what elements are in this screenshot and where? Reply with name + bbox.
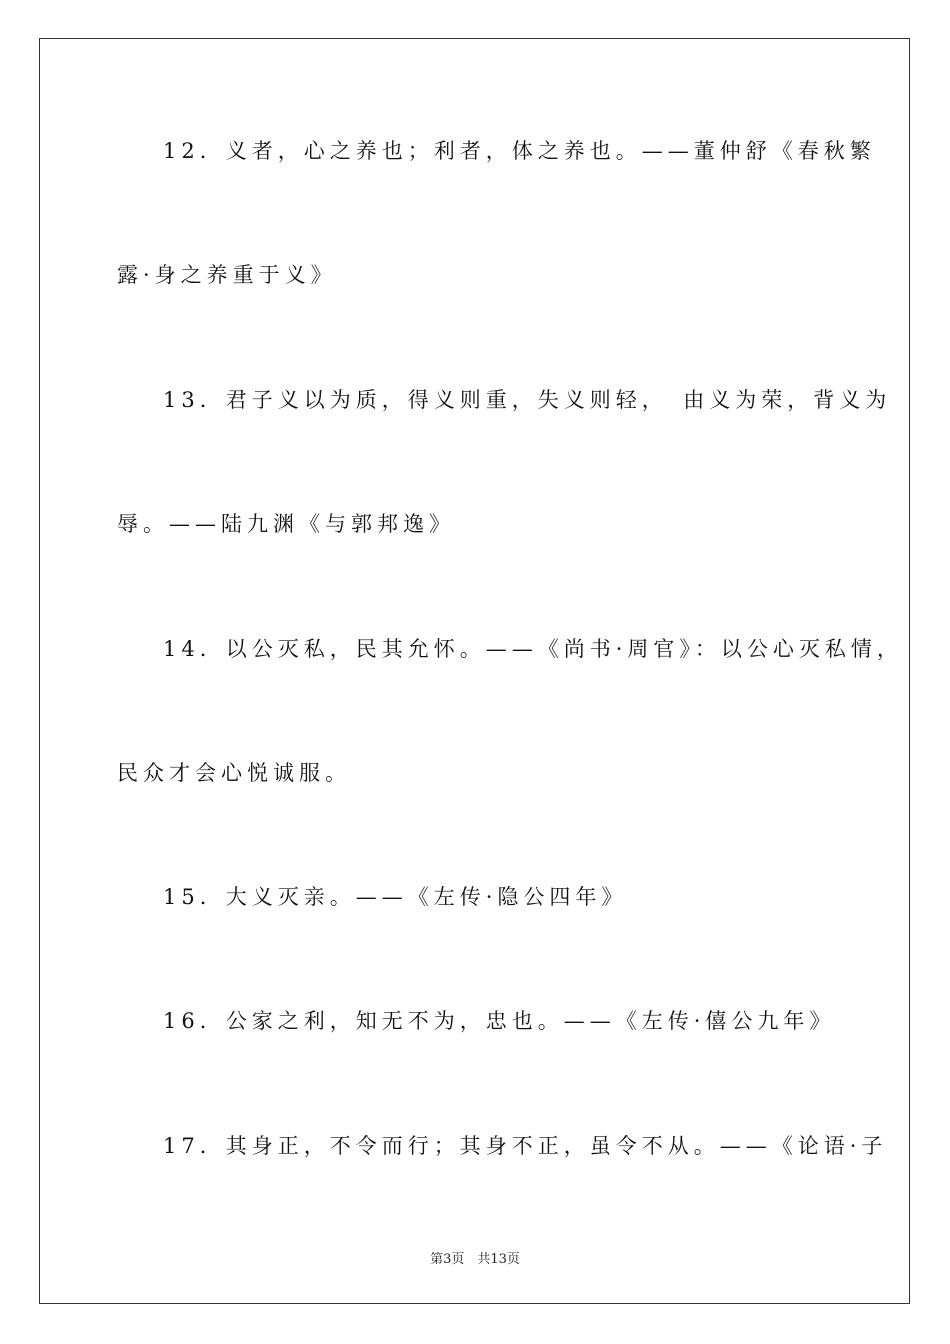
quote-14-line-2: 民众才会心悦诚服。 bbox=[117, 761, 351, 785]
quote-12-line-2: 露·身之养重于义》 bbox=[117, 263, 337, 287]
page-number-footer: 第3页 共13页 bbox=[430, 1252, 520, 1267]
page-border bbox=[39, 38, 910, 1304]
quote-17-line-1: 17．其身正，不令而行；其身不正，虽令不从。——《论语·子 bbox=[163, 1134, 888, 1158]
quote-16-line-1: 16．公家之利，知无不为，忠也。——《左传·僖公九年》 bbox=[163, 1009, 836, 1033]
quote-13-line-2: 辱。——陆九渊《与郭邦逸》 bbox=[117, 512, 455, 536]
quote-13-line-1: 13．君子义以为质，得义则重，失义则轻， 由义为荣，背义为 bbox=[163, 388, 892, 412]
quote-15-line-1: 15．大义灭亲。——《左传·隐公四年》 bbox=[163, 885, 628, 909]
quote-12-line-1: 12．义者，心之养也；利者，体之养也。——董仲舒《春秋繁 bbox=[163, 139, 876, 163]
quote-14-line-1: 14．以公灭私，民其允怀。——《尚书·周官》：以公心灭私情， bbox=[163, 637, 903, 661]
